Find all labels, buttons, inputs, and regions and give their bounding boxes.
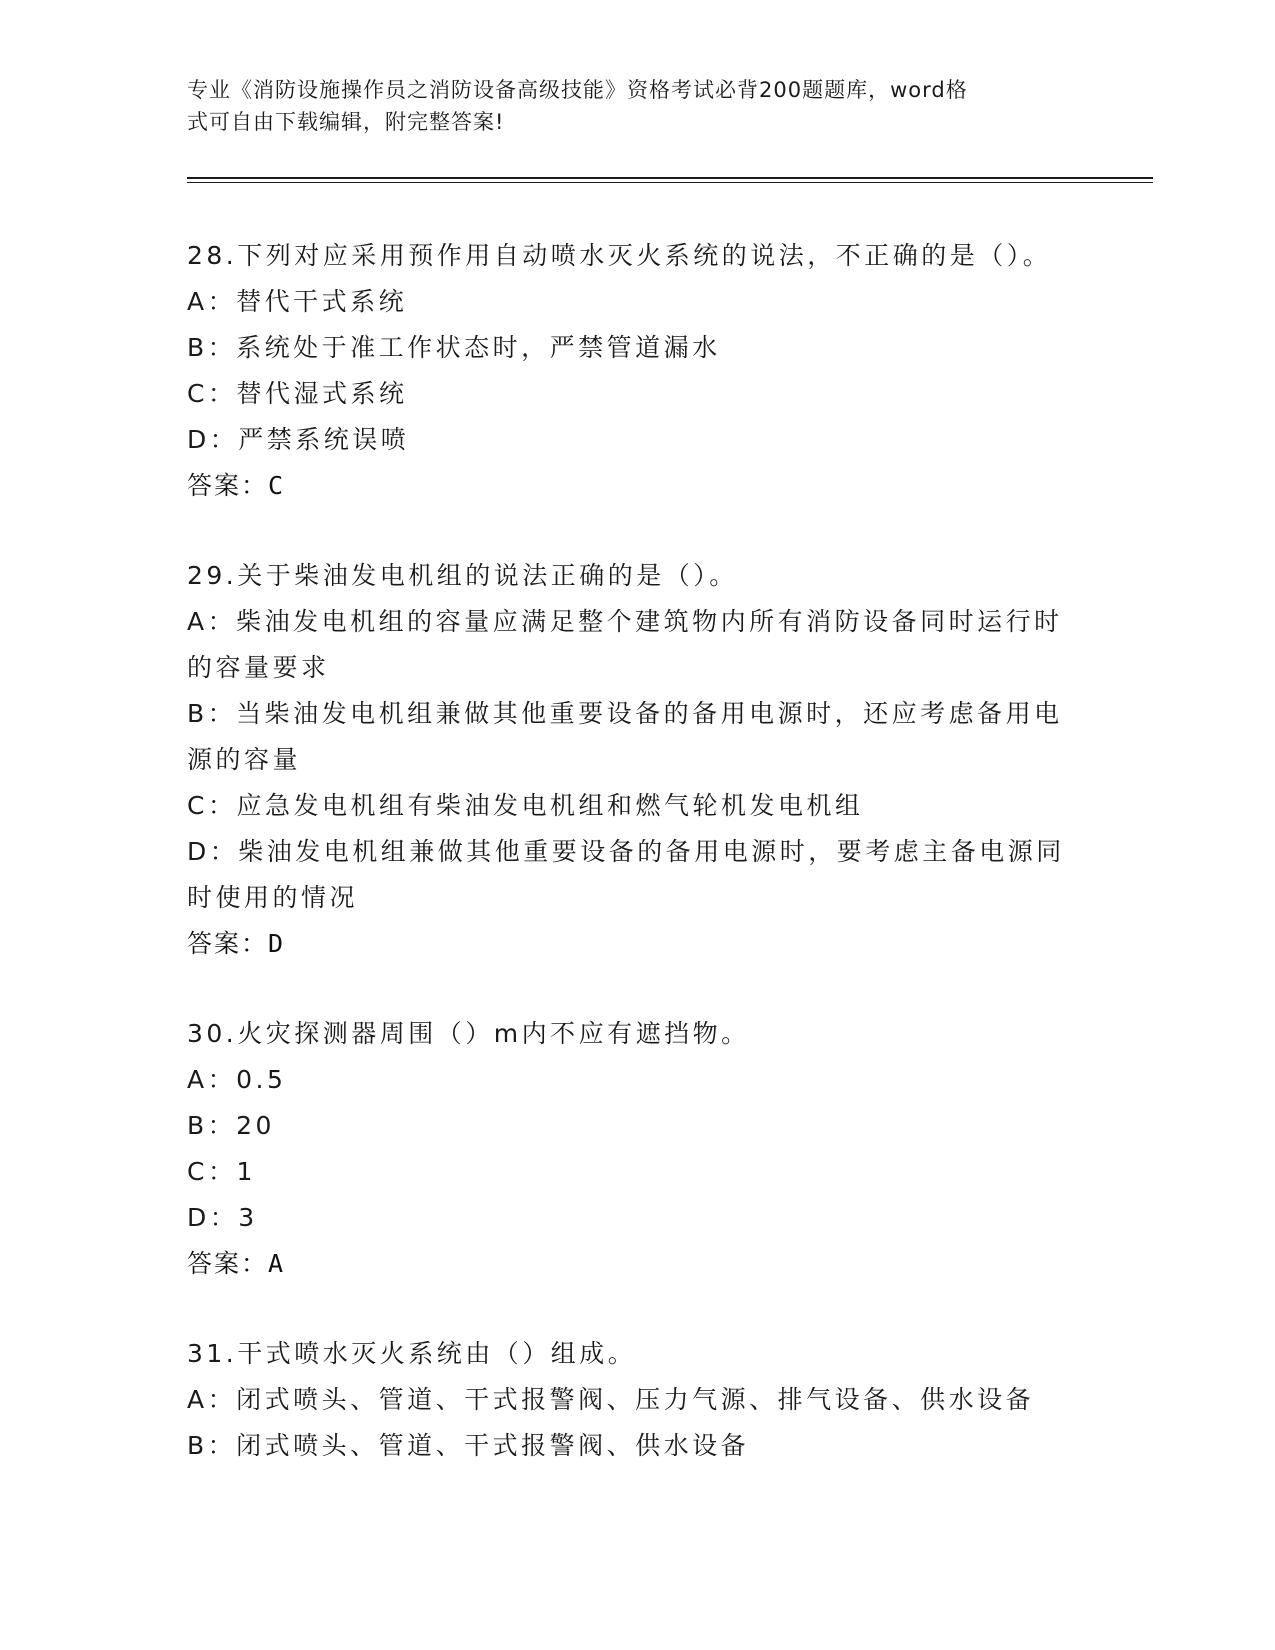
answer-value: A	[268, 1249, 284, 1278]
question-30	[187, 1011, 1087, 1287]
option-d: D：3	[187, 1203, 258, 1232]
option-a: A：闭式喷头、管道、干式报警阀、压力气源、排气设备、供水设备	[187, 1385, 1035, 1414]
question-28	[187, 233, 1087, 509]
header-divider-thin	[187, 182, 1153, 183]
option-c: C：替代湿式系统	[187, 379, 408, 408]
question-stem: 31.干式喷水灭火系统由（）组成。	[187, 1339, 637, 1368]
answer-label: 答案：	[187, 929, 269, 958]
header-title-line-1: 专业《消防设施操作员之消防设备高级技能》资格考试必背200题题库，word格	[187, 78, 968, 102]
header-title-line-2: 式可自由下载编辑，附完整答案!	[187, 110, 505, 134]
option-b: B：系统处于准工作状态时，严禁管道漏水	[187, 333, 721, 362]
question-stem: 29.关于柴油发电机组的说法正确的是（）。	[187, 561, 738, 590]
question-list	[187, 233, 1087, 1469]
option-d: D：严禁系统误喷	[187, 425, 410, 454]
answer-label: 答案：	[187, 1249, 269, 1278]
answer-label: 答案：	[187, 471, 269, 500]
option-a: A：0.5	[187, 1065, 287, 1094]
question-spacer	[187, 509, 1087, 553]
answer-line	[187, 463, 1087, 509]
answer-line	[187, 921, 1087, 967]
option-b: B：闭式喷头、管道、干式报警阀、供水设备	[187, 1431, 750, 1460]
option-c: C：应急发电机组有柴油发电机组和燃气轮机发电机组	[187, 791, 864, 820]
question-31	[187, 1331, 1087, 1469]
option-d: D：柴油发电机组兼做其他重要设备的备用电源时，要考虑主备电源同时使用的情况	[187, 837, 1065, 912]
option-a: A：柴油发电机组的容量应满足整个建筑物内所有消防设备同时运行时的容量要求	[187, 607, 1063, 682]
option-b: B：当柴油发电机组兼做其他重要设备的备用电源时，还应考虑备用电源的容量	[187, 699, 1063, 774]
answer-value: D	[268, 929, 284, 958]
question-spacer	[187, 967, 1087, 1011]
option-c: C：1	[187, 1157, 256, 1186]
option-a: A：替代干式系统	[187, 287, 408, 316]
question-29	[187, 553, 1087, 967]
header-divider-thick	[187, 177, 1153, 179]
document-header	[187, 74, 1067, 138]
answer-line	[187, 1241, 1087, 1287]
question-spacer	[187, 1287, 1087, 1331]
question-stem: 28.下列对应采用预作用自动喷水灭火系统的说法，不正确的是（）。	[187, 241, 1052, 270]
question-stem: 30.火灾探测器周围（）m内不应有遮挡物。	[187, 1019, 750, 1048]
option-b: B：20	[187, 1111, 275, 1140]
answer-value: C	[268, 471, 284, 500]
